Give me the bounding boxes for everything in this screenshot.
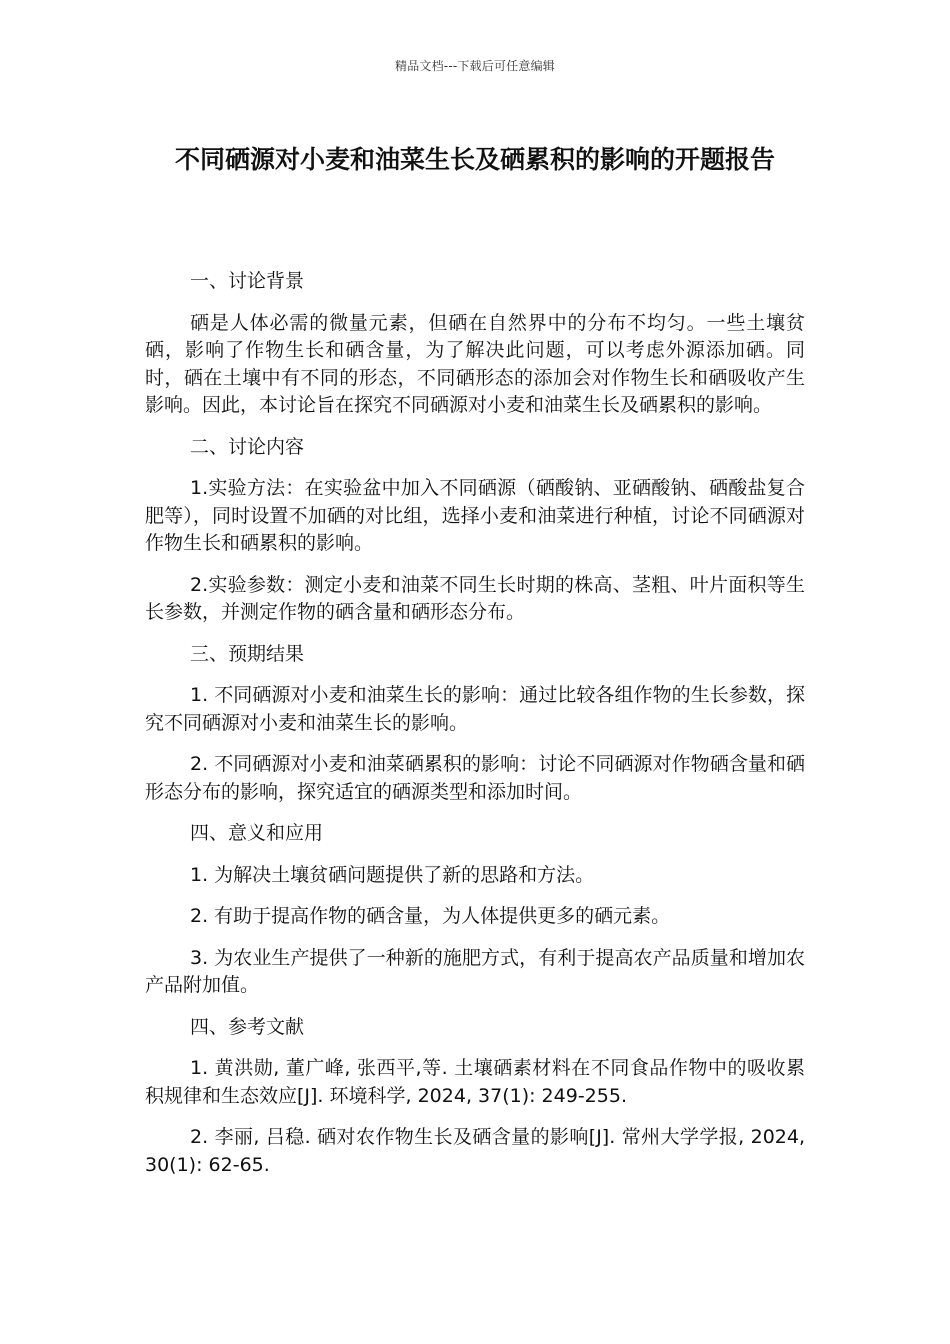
section-heading-content: 二、讨论内容: [190, 435, 305, 458]
results-item-accumulation: 2. 不同硒源对小麦和油菜硒累积的影响：讨论不同硒源对作物硒含量和硒形态分布的影响，探究适宜的硒源类型和添加时间。: [145, 753, 805, 803]
results-item-growth: 1. 不同硒源对小麦和油菜生长的影响：通过比较各组作物的生长参数，探究不同硒源对小麦和油菜生长的影响。: [145, 684, 805, 734]
significance-item-3: 3. 为农业生产提供了一种新的施肥方式，有利于提高农产品质量和增加农产品附加值。: [145, 946, 805, 996]
content-item-parameters: 2.实验参数：测定小麦和油菜不同生长时期的株高、茎粗、叶片面积等生长参数，并测定作物的硒含量和硒形态分布。: [145, 573, 805, 623]
section-heading-references: 四、参考文献: [190, 1015, 305, 1038]
document-title: 不同硒源对小麦和油菜生长及硒累积的影响的开题报告: [174, 145, 775, 174]
page-header: 精品文档---下载后可任意编辑: [395, 59, 555, 73]
background-paragraph: 硒是人体必需的微量元素，但硒在自然界中的分布不均匀。一些土壤贫硒，影响了作物生长和硒含量，为了解决此问题，可以考虑外源添加硒。同时，硒在土壤中有不同的形态，不同硒形态的添加会对作物生长和硒吸收产生影响。因此，本讨论旨在探究不同硒源对小麦和油菜生长及硒累积的影响。: [145, 311, 805, 416]
significance-item-2: 2. 有助于提高作物的硒含量，为人体提供更多的硒元素。: [190, 905, 671, 927]
reference-item-1: 1. 黄洪勋, 董广峰, 张西平,等. 土壤硒素材料在不同食品作物中的吸收累积规律和生态效应[J]. 环境科学, 2024, 37(1): 249-255.: [145, 1057, 805, 1107]
document-body: [145, 268, 805, 1193]
content-item-method: 1.实验方法：在实验盆中加入不同硒源（硒酸钠、亚硒酸钠、硒酸盐复合肥等），同时设置不加硒的对比组，选择小麦和油菜进行种植，讨论不同硒源对作物生长和硒累积的影响。: [145, 477, 805, 554]
significance-item-1: 1. 为解决土壤贫硒问题提供了新的思路和方法。: [190, 863, 595, 886]
reference-item-2: 2. 李丽, 吕稳. 硒对农作物生长及硒含量的影响[J]. 常州大学学报, 2024, 30(1): 62-65.: [145, 1126, 805, 1176]
section-heading-background: 一、讨论背景: [190, 270, 305, 292]
section-heading-significance: 四、意义和应用: [190, 822, 324, 844]
section-heading-results: 三、预期结果: [190, 642, 305, 665]
